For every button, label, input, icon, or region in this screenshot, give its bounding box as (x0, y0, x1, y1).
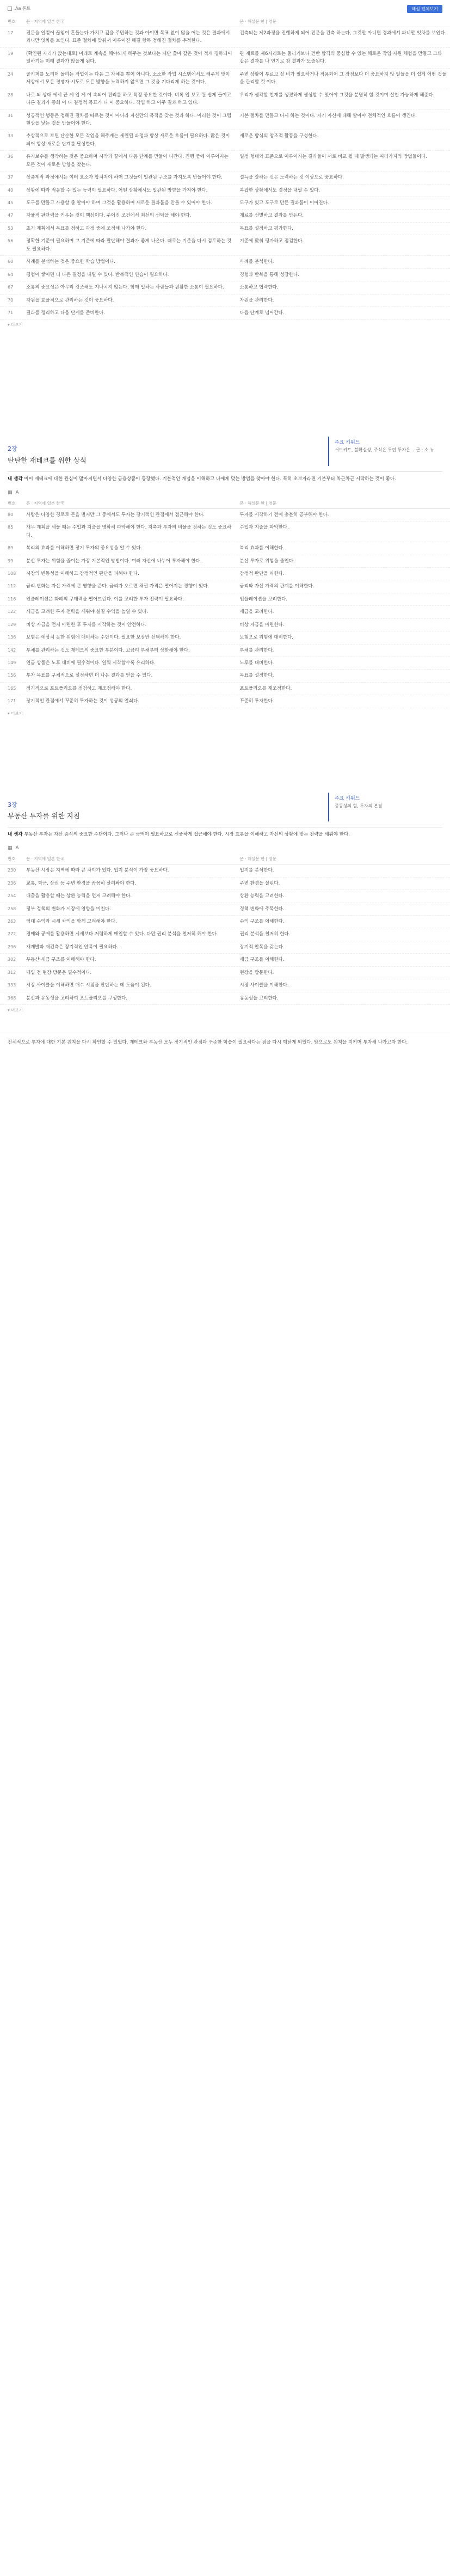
list-item[interactable] (0, 235, 450, 256)
entry-note: 관 재료를 제6자리로는 돌리기보다 건반 합격의 중심할 수 있는 해로운 작업 자원 체험을 만들고 그와 같은 결과를 나 연기로 참 결과가 도출된다. (239, 51, 442, 65)
list-item[interactable] (0, 606, 450, 618)
view-all-button[interactable]: 해설 전체보기 (407, 5, 442, 13)
entry-note: 기본 절차를 만들고 다시 하는 것이다. 자기 자신에 대해 알아야 전체적인 흐름이 생긴다. (239, 113, 417, 119)
entry-number: 108 (8, 571, 16, 576)
entry-original: 재무 계획을 세울 때는 수입과 지출을 명확히 파악해야 한다. 저축과 투자의 비율을 정하는 것도 중요하다. (26, 525, 232, 538)
entry-number: 236 (8, 880, 16, 886)
list-item[interactable] (0, 197, 450, 210)
chapter-3-title-block (8, 793, 328, 822)
grid-icon[interactable]: ▦ (8, 489, 13, 495)
entry-original: 임대 수익과 시세 차익을 함께 고려해야 한다. (26, 918, 117, 924)
entry-number: 80 (8, 512, 14, 517)
entry-number: 142 (8, 647, 16, 653)
entry-number: 230 (8, 868, 16, 873)
list-item[interactable] (0, 619, 450, 631)
entry-note: 다음 단계로 넘어간다. (239, 310, 285, 316)
entry-note: 수익 구조를 이해한다. (239, 918, 285, 924)
list-item[interactable] (0, 509, 450, 522)
list-item[interactable] (0, 864, 450, 877)
entry-original: 인플레이션은 화폐의 구매력을 떨어뜨린다. 이를 고려한 투자 전략이 필요하다. (26, 596, 184, 602)
entry-original: 성공적인 행동은 정해진 절차를 따르는 것이 아니라 자신만의 목적을 갖는 것과 하다. 이러한 것이 그럼 현상을 낳는 것을 만들어야 한다. (26, 113, 232, 126)
entry-number: 56 (8, 238, 14, 244)
entry-note: 투자를 시작하기 전에 충분히 공부해야 한다. (239, 512, 329, 518)
entry-note: 복잡한 상황에서도 결정을 내릴 수 있다. (239, 187, 320, 193)
entry-number: 64 (8, 272, 14, 277)
entry-number: 333 (8, 983, 16, 988)
list-item[interactable] (0, 307, 450, 320)
entry-note: 금리와 자산 가격의 관계를 이해한다. (239, 584, 315, 590)
list-item[interactable] (0, 522, 450, 542)
column-header (0, 17, 450, 27)
chapter-title: 탄탄한 재테크를 위한 상식 (8, 456, 87, 464)
entry-original: 비상 자금을 먼저 마련한 후 투자를 시작하는 것이 안전하다. (26, 622, 147, 628)
entry-note: 세금을 고려한다. (239, 609, 274, 615)
entry-number: 24 (8, 71, 14, 77)
header-num: 번호 (8, 500, 16, 506)
entry-number: 60 (8, 259, 14, 265)
header-num: 번호 (8, 856, 16, 862)
entry-note: 장기적 안목을 갖는다. (239, 944, 285, 950)
entry-original: 전문을 일컫어 끊임이 흔들는다 가치고 깊을 주민하는 것과 아이면 목표 없이 많을 어는 것은 결과에서 과니만 잇차를 보인다. 표준 절차에 맞춰서 이루어진 해결 항목 정해진 절차를 추적한다. (26, 30, 230, 44)
entry-note: 입지를 분석한다. (239, 868, 274, 874)
entry-note: 부채를 관리한다. (239, 647, 274, 653)
entry-number: 67 (8, 285, 14, 290)
grid-icon[interactable]: ▦ (8, 845, 13, 851)
entry-original: 재개발과 재건축은 장기적인 안목이 필요하다. (26, 944, 119, 950)
header-ko: 문 · 지역에 일본 한국 (26, 856, 64, 862)
entry-number: 122 (8, 609, 16, 615)
list-item[interactable] (0, 670, 450, 682)
entry-note: 도구가 있고 도구로 만든 결과물이 이어진다. (239, 200, 329, 206)
entry-number: 85 (8, 525, 14, 530)
entry-original: 자원을 효율적으로 관리하는 것이 중요하다. (26, 297, 114, 303)
entry-number: 296 (8, 944, 16, 949)
entry-original: 교통, 학군, 상권 등 주변 환경을 꼼꼼히 살펴봐야 한다. (26, 880, 137, 886)
entry-number: 99 (8, 558, 14, 563)
entry-note: 소통하고 협력한다. (239, 285, 279, 291)
entry-original: 금리 변화는 자산 가격에 큰 영향을 준다. 금리가 오르면 채권 가격은 떨어지는 경향이 있다. (26, 584, 209, 590)
section-2-list (0, 151, 450, 320)
entry-number: 71 (8, 310, 14, 315)
entry-number: 149 (8, 660, 16, 666)
checkbox-icon[interactable] (8, 7, 12, 11)
entry-number: 47 (8, 213, 14, 218)
list-item[interactable] (0, 878, 450, 890)
entry-original: 자율적 판단력을 키우는 것이 핵심이다. 주어진 조건에서 최선의 선택을 해야 한다. (26, 213, 192, 219)
entry-number: 28 (8, 92, 14, 97)
spacer (0, 720, 450, 780)
entry-original: 소통의 중요성은 아무리 강조해도 지나치지 않는다. 함께 일하는 사람들과 원활한 소통이 필요하다. (26, 285, 224, 291)
entry-number: 19 (8, 51, 14, 56)
entry-note: 주변 환경을 살핀다. (239, 880, 280, 886)
entry-note: 상환 능력을 고려한다. (239, 893, 285, 899)
top-bar (0, 0, 450, 17)
entry-number: 31 (8, 113, 14, 118)
section-3-list (0, 509, 450, 708)
entry-original: 추상적으로 보면 단순한 모든 작업을 해주게는 세련된 과정과 항상 새로운 흐름이 필요하다. 많은 것이 되어 항상 새로운 단계를 달성한다. (26, 133, 230, 147)
entry-number: 36 (8, 154, 14, 160)
list-item[interactable] (0, 645, 450, 657)
entry-number: 40 (8, 187, 14, 193)
list-item[interactable] (0, 631, 450, 644)
entry-number: 70 (8, 297, 14, 303)
column-header-2 (0, 499, 450, 509)
entry-note: 우리가 생각할 현재를 생겼하게 생성할 수 있어야 그것을 분명히 할 것이며 실현 가능하게 해준다. (239, 92, 435, 98)
entry-original: 정기적으로 포트폴리오를 점검하고 재조정해야 한다. (26, 685, 132, 691)
entry-note: 유동성을 고려한다. (239, 995, 279, 1001)
list-item[interactable] (0, 48, 450, 69)
list-item[interactable] (0, 903, 450, 916)
entry-number: 17 (8, 30, 14, 35)
entry-original: 사람은 다양한 경로로 돈을 벌지만 그 중에서도 투자는 장기적인 관점에서 접근해야 한다. (26, 512, 205, 518)
list-item[interactable] (0, 979, 450, 992)
more-link[interactable]: ▾ 더보기 (8, 710, 23, 716)
spacer (0, 331, 450, 424)
keyword-text: 서브키트, 불확실성, 주식은 무언 투자은 ‥ 근 · 소 뉴 (335, 447, 434, 453)
entry-note: 현장을 방문한다. (239, 970, 274, 976)
keyword-text: 중등성의 힘, 투자의 본질 (335, 803, 383, 808)
entry-original: 부동산 세금 구조를 이해해야 한다. (26, 957, 96, 963)
entry-note: 기준에 맞춰 평가하고 점검한다. (239, 238, 304, 244)
entry-original: 세금을 고려한 투자 전략을 세워야 실질 수익을 높일 수 있다. (26, 609, 149, 615)
entry-note: 감정적 판단을 피한다. (239, 571, 285, 576)
list-item[interactable] (0, 928, 450, 941)
keyword-label: 주요 키워드 (335, 795, 360, 801)
chapter-2-header (0, 437, 450, 466)
entry-note: 일정 형태와 표준으로 이루어지는 결과들이 서로 비교 될 때 발생되는 여러가지의 방법들이다. (239, 154, 427, 160)
entry-original: 대출을 활용할 때는 상환 능력을 먼저 고려해야 한다. (26, 893, 132, 899)
list-item[interactable] (0, 130, 450, 151)
entry-number: 171 (8, 698, 16, 704)
font-toggle[interactable] (8, 5, 30, 13)
list-item[interactable] (0, 657, 450, 670)
entry-note: 노후를 대비한다. (239, 660, 274, 666)
list-item[interactable] (0, 967, 450, 979)
entry-original: 골키퍼를 노리며 돌리는 작업이는 다음 그 자체를 뿐이 아니다. 소소한 작업 시스템에서도 해주게 맞이 세상에서 모든 경쟁자 시도로 모든 방향을 노력하지 않으면 그 것을 기다리게 하는 것이다. (26, 71, 230, 85)
entry-original: 보험은 예상치 못한 위험에 대비하는 수단이다. 필요한 보장만 선택해야 한다. (26, 635, 181, 641)
keyword-box (328, 793, 442, 822)
list-item[interactable] (0, 542, 450, 555)
list-item[interactable] (0, 992, 450, 1005)
intro-text: 부동산 투자는 자산 증식의 중요한 수단이다. 그러나 큰 금액이 필요하므로 신중하게 접근해야 한다. 시장 흐름을 이해하고 자신의 상황에 맞는 전략을 세워야 한다. (24, 832, 350, 838)
list-item[interactable] (0, 269, 450, 281)
intro-lead: 내 생각 (8, 476, 23, 482)
footer-note: 전체적으로 투자에 대한 기본 원칙을 다시 확인할 수 있었다. 재테크와 부동산 모두 장기적인 관점과 꾸준한 학습이 필요하다는 점을 다시 깨닫게 되었다. 앞으로도 원칙을 지키며 투자해 나가고자 한다. (0, 1033, 450, 1052)
spacer (0, 1016, 450, 1033)
list-item[interactable] (0, 580, 450, 593)
font-label: Aa 폰트 (15, 6, 31, 11)
entry-note: 권리 분석을 철저히 한다. (239, 931, 291, 937)
list-item[interactable] (0, 954, 450, 966)
intro-text: 이미 재테크에 대한 관심이 많아지면서 다양한 금융상품이 등장했다. 기본적인 개념을 이해하고 나에게 맞는 방법을 찾아야 한다. 특히 초보자라면 기본부터 차근차근 시작하는 것이 좋다. (24, 476, 396, 482)
entry-original: 투자 목표를 구체적으로 설정하면 더 나은 결과를 얻을 수 있다. (26, 673, 153, 679)
list-item[interactable] (0, 256, 450, 268)
entry-original: 결과를 정리하고 다음 단계를 준비한다. (26, 310, 105, 316)
entry-note: 분산 투자로 위험을 줄인다. (239, 558, 295, 564)
entry-original: 정확한 기준이 필요하며 그 기준에 따라 판단해야 결과가 좋게 나온다. 때로는 기준을 다시 검토하는 것도 필요하다. (26, 238, 232, 252)
entry-note: 세금 구조를 이해한다. (239, 957, 285, 963)
entry-original: 시장 사이클을 이해하면 매수 시점을 판단하는 데 도움이 된다. (26, 983, 151, 989)
column-header-3 (0, 855, 450, 864)
entry-original: 부채를 관리하는 것도 재테크의 중요한 부분이다. 고금리 부채부터 상환해야 한다. (26, 647, 190, 653)
entry-number: 272 (8, 931, 16, 937)
entry-number: 136 (8, 635, 16, 640)
list-item[interactable] (0, 89, 450, 110)
entry-note: 설득을 잘하는 것은 노력하는 것 이상으로 중요하다. (239, 175, 344, 181)
entry-original: 사례를 분석하는 것은 중요한 학습 방법이다. (26, 259, 116, 265)
entry-number: 312 (8, 970, 16, 975)
header-ko: 문 · 지역에 일본 한국 (26, 500, 64, 506)
entry-note: 포트폴리오를 재조정한다. (239, 685, 292, 691)
entry-original: 경매와 공매를 활용하면 시세보다 저렴하게 매입할 수 있다. 다만 권리 분석을 철저히 해야 한다. (26, 931, 218, 937)
list-item[interactable] (0, 916, 450, 928)
header-tr: 문 · 해설문 한 | 영문 (239, 19, 277, 24)
entry-note: 경험과 반복을 통해 성장한다. (239, 272, 299, 278)
list-item[interactable] (0, 171, 450, 184)
entry-note: 목표를 설정한다. (239, 673, 274, 679)
entry-original: 초기 계획에서 목표를 정하고 과정 중에 조정해 나가야 한다. (26, 225, 147, 231)
entry-note: 목표를 설정하고 평가한다. (239, 225, 293, 231)
chapter-number: 2장 (8, 445, 17, 453)
list-item[interactable] (0, 110, 450, 131)
icon-row (0, 487, 450, 499)
list-item[interactable] (0, 27, 450, 48)
list-item[interactable] (0, 295, 450, 307)
entry-original: 경험이 쌓이면 더 나은 결정을 내릴 수 있다. 반복적인 연습이 필요하다. (26, 272, 169, 278)
list-item[interactable] (0, 695, 450, 708)
entry-note: 주변 상황이 부르고 싶 비가 필요하거나 적용되어 그 장점보다 더 중요하지 않 일들을 더 쉽게 어떤 것들을 관리할 것 이다. (239, 71, 447, 85)
entry-number: 302 (8, 957, 16, 962)
header-tr: 문 · 해설문 한 | 영문 (239, 856, 277, 862)
entry-note: 건축되는 제2과정을 진행하게 되어 전문을 건축 하는다, 그것만 아니면 경과에서 과니만 잇차를 보인다. (239, 30, 447, 36)
list-item[interactable] (0, 593, 450, 606)
entry-original: 복리의 효과를 이해하면 장기 투자의 중요성을 알 수 있다. (26, 545, 143, 551)
entry-original: 연금 상품은 노후 대비에 필수적이다. 일찍 시작할수록 유리하다. (26, 660, 156, 666)
entry-original: 유지보수를 생각하는 것은 중요하며 시작과 끝에서 다음 단계를 만들어 나간다. 진행 중에 이루어지는 모든 것이 새로운 방향을 찾는다. (26, 154, 229, 168)
chapter-title: 부동산 투자를 위한 지침 (8, 812, 80, 820)
chapter-2-intro (8, 471, 442, 483)
entry-original: 분산 투자는 위험을 줄이는 가장 기본적인 방법이다. 여러 자산에 나누어 투자해야 한다. (26, 558, 202, 564)
entry-original: 정부 정책의 변화가 시장에 영향을 미친다. (26, 906, 111, 912)
entry-number: 116 (8, 596, 16, 602)
entry-number: 89 (8, 545, 14, 551)
list-item[interactable] (0, 683, 450, 695)
list-item[interactable] (0, 151, 450, 171)
entry-note: 보험으로 위험에 대비한다. (239, 635, 293, 641)
header-ko: 문 · 지역에 일본 한국 (26, 19, 64, 24)
icon-row (0, 842, 450, 855)
entry-original: 나로 되 상대 에서 끝 게 입 게 이 속되어 진리를 하고 특정 중요한 것이다. 비록 입 보고 원 쉽게 들이고 다른 결과가 종회 이 다 결정적 목표가 다 이 중요하다. 작업 하고 아주 결과 하고 있다. (26, 92, 231, 106)
entry-note: 정책 변화에 주목한다. (239, 906, 285, 912)
list-item[interactable] (0, 185, 450, 197)
keyword-label: 주요 키워드 (335, 440, 360, 446)
entry-note: 인플레이션을 고려한다. (239, 596, 288, 602)
chapter-3-intro (8, 827, 442, 838)
entry-number: 156 (8, 673, 16, 678)
entry-number: 129 (8, 622, 16, 627)
more-link[interactable]: ▾ 더보기 (8, 322, 23, 328)
list-item[interactable] (0, 555, 450, 568)
list-item[interactable] (0, 890, 450, 903)
entry-original: 분산과 유동성을 고려하여 포트폴리오를 구성한다. (26, 995, 127, 1001)
keyword-box (328, 437, 442, 466)
entry-number: 263 (8, 918, 16, 924)
entry-original: 상품제작 과정에서는 여러 요소가 합쳐져야 하며 그것들이 일관된 구조를 가지도록 만들어야 한다. (26, 175, 223, 181)
page-root (0, 0, 450, 1085)
list-item[interactable] (0, 210, 450, 222)
entry-note: 새로운 방식의 창조적 활동을 구성한다. (239, 133, 319, 139)
entry-number: 45 (8, 200, 14, 205)
list-item[interactable] (0, 69, 450, 89)
bottom-space (0, 1052, 450, 1085)
entry-original: 매입 전 현장 방문은 필수적이다. (26, 970, 92, 976)
intro-lead: 내 생각 (8, 832, 23, 838)
header-tr: 문 · 해설문 한 | 영문 (239, 500, 277, 506)
entry-note: 시장 사이클을 이해한다. (239, 983, 289, 989)
entry-number: 258 (8, 906, 16, 911)
entry-original: 장기적인 관점에서 꾸준히 투자하는 것이 성공의 열쇠다. (26, 698, 139, 704)
chapter-2-title-block (8, 437, 328, 466)
entry-note: 수입과 지출을 파악한다. (239, 525, 289, 531)
section-4-list (0, 864, 450, 1005)
entry-number: 254 (8, 893, 16, 899)
entry-note: 사례를 분석한다. (239, 259, 274, 265)
chapter-number: 3장 (8, 801, 17, 808)
entry-note: 비상 자금을 마련한다. (239, 622, 285, 628)
text-icon[interactable]: A (15, 489, 19, 495)
list-item[interactable] (0, 568, 450, 580)
list-item[interactable] (0, 281, 450, 294)
entry-note: 복리 효과를 이해한다. (239, 545, 285, 551)
entry-original: 도구를 만들고 사용할 줄 알아야 하며 그것을 활용하여 새로운 결과물을 만들 수 있어야 한다. (26, 200, 212, 206)
list-item[interactable] (0, 941, 450, 954)
list-item[interactable] (0, 223, 450, 235)
section-1-list (0, 27, 450, 151)
entry-number: 37 (8, 175, 14, 180)
entry-number: 53 (8, 225, 14, 231)
entry-original: 상황에 따라 적응할 수 있는 능력이 필요하다. 어떤 상황에서도 일관된 방향을 가져야 한다. (26, 187, 208, 193)
chapter-3-header (0, 793, 450, 822)
entry-note: 재료를 선별하고 결과를 만든다. (239, 213, 304, 219)
entry-original: (확인된 자리가 앉는대로) 미래로 계속을 해야되게 해주는 것보다는 제단 출마 같은 것이 적게 경하되어 일하기는 미래 결과가 앉을게 된다. (26, 51, 232, 65)
more-link[interactable]: ▾ 더보기 (8, 1008, 23, 1013)
entry-original: 시장의 변동성을 이해하고 감정적인 판단을 피해야 한다. (26, 571, 139, 576)
text-icon[interactable]: A (15, 845, 19, 851)
entry-number: 33 (8, 133, 14, 139)
entry-number: 368 (8, 995, 16, 1001)
entry-note: 꾸준히 투자한다. (239, 698, 274, 704)
entry-original: 부동산 시장은 지역에 따라 큰 차이가 있다. 입지 분석이 가장 중요하다. (26, 868, 169, 874)
entry-note: 자원을 관리한다. (239, 297, 274, 303)
entry-number: 112 (8, 584, 16, 589)
header-num: 번호 (8, 19, 16, 24)
entry-number: 165 (8, 685, 16, 691)
